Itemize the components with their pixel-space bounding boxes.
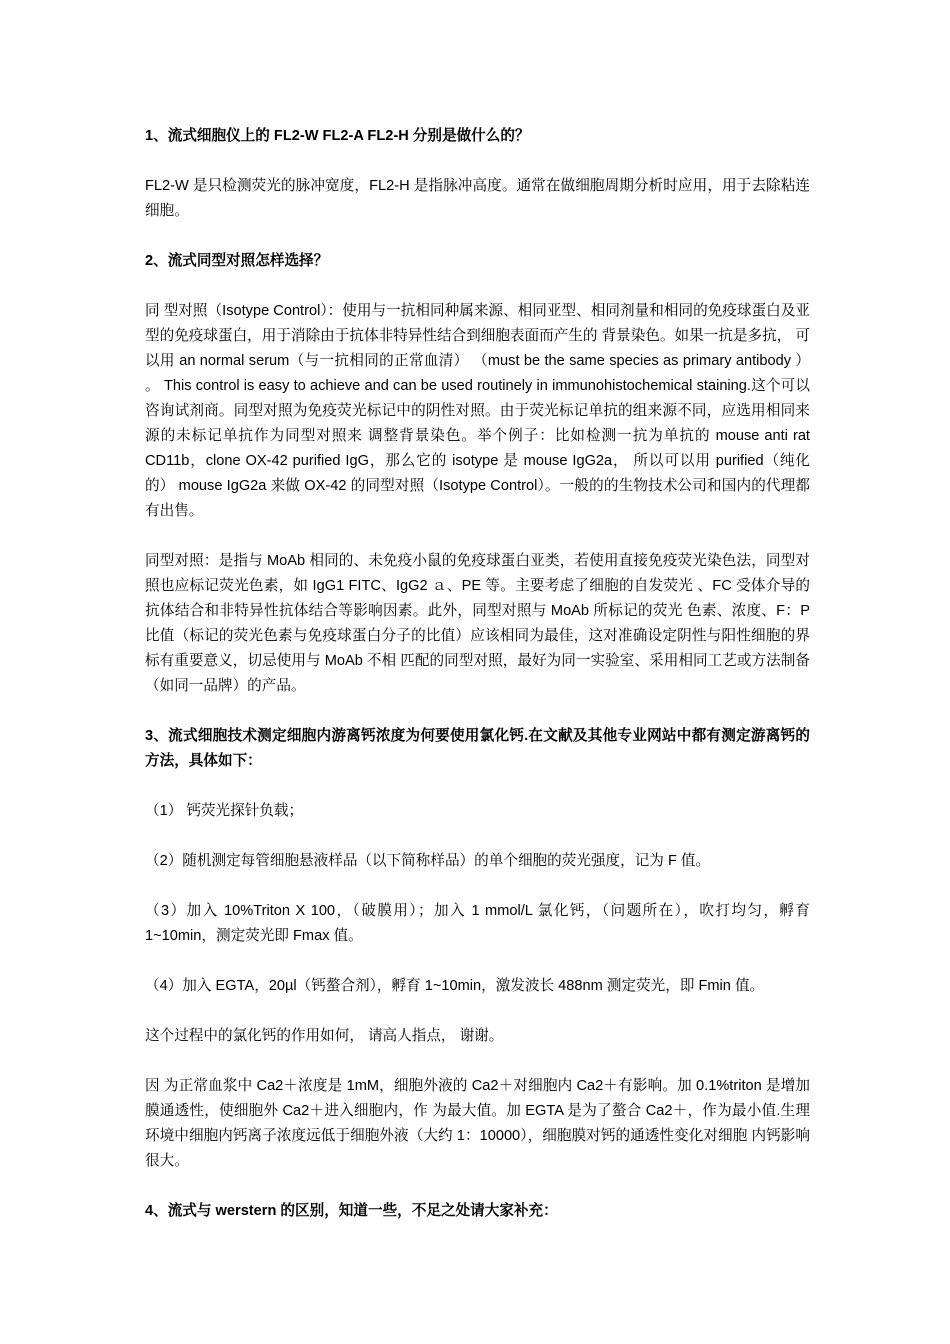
- question-4-heading: 4、流式与 werstern 的区别，知道一些，不足之处请大家补充：: [145, 1203, 558, 1219]
- document-body: [145, 124, 810, 1249]
- question-2-paragraph-1: 同 型对照（Isotype Control）：使用与一抗相同种属来源、相同亚型、相同剂量和相同的免疫球蛋白及亚型的免疫球蛋白，用于消除由于抗体非特异性结合到细胞表面而产生的 背景染色。如果一抗是多抗， 可以用 an normal serum（与一抗相同的正常血清） （must be the same species as primary antibody ） 。 This control is easy to achieve and can be used routinely in immunohistochemical staining.这个可以咨询试剂商。同型对照为免疫荧光标记中的阴性对照。由于荧光标记单抗的组来源不同，应选用相同来源的未标记单抗作为同型对照来 调整背景染色。举个例子：比如检测一抗为单抗的 mouse anti rat CD11b，clone OX-42 purified IgG，那么它的 isotype 是 mouse IgG2a， 所以可以用 purified（纯化的） mouse IgG2a 来做 OX-42 的同型对照（Isotype Control）。一般的的生物技术公司和国内的代理都有出售。: [145, 303, 810, 519]
- question-1-answer: FL2-W 是只检测荧光的脉冲宽度，FL2-H 是指脉冲高度。通常在做细胞周期分析时应用，用于去除粘连细胞。: [145, 178, 810, 219]
- question-3-step-1: （1） 钙荧光探针负载；: [145, 803, 304, 819]
- question-1-heading: 1、流式细胞仪上的 FL2-W FL2-A FL2-H 分别是做什么的？: [145, 128, 530, 144]
- question-2-heading: 2、流式同型对照怎样选择？: [145, 253, 329, 269]
- question-3-question: 这个过程中的氯化钙的作用如何， 请高人指点， 谢谢。: [145, 1028, 504, 1044]
- question-2-paragraph-2: 同型对照：是指与 MoAb 相同的、未免疫小鼠的免疫球蛋白亚类，若使用直接免疫荧光染色法，同型对照也应标记荧光色素，如 IgG1 FITC、IgG2 ａ、PE 等。主要考虑了细胞的自发荧光 、FC 受体介导的抗体结合和非特异性抗体结合等影响因素。此外，同型对照与 MoAb 所标记的荧光 色素、浓度、F：P 比值（标记的荧光色素与免疫球蛋白分子的比值）应该相同为最佳，这对准确设定阴性与阳性细胞的界标有重要意义，切忌使用与 MoAb 不相 匹配的同型对照，最好为同一实验室、采用相同工艺或方法制备（如同一品牌）的产品。: [145, 553, 810, 694]
- question-3-heading: 3、流式细胞技术测定细胞内游离钙浓度为何要使用氯化钙.在文献及其他专业网站中都有测定游离钙的方法，具体如下：: [145, 728, 810, 769]
- question-3-step-3: （3）加入 10%Triton X 100，（破膜用）；加入 1 mmol/L 氯化钙，（问题所在），吹打均匀，孵育 1~10min，测定荧光即 Fmax 值。: [145, 903, 810, 944]
- question-3-answer: 因 为正常血浆中 Ca2＋浓度是 1mM，细胞外液的 Ca2＋对细胞内 Ca2＋有影响。加 0.1%triton 是增加膜通透性，使细胞外 Ca2＋进入细胞内，作 为最大值。加 EGTA 是为了螯合 Ca2＋，作为最小值.生理环境中细胞内钙离子浓度远低于细胞外液（大约 1：10000），细胞膜对钙的通透性变化对细胞 内钙影响很大。: [145, 1078, 810, 1169]
- question-3-step-4: （4）加入 EGTA，20µl（钙螯合剂），孵育 1~10min，激发波长 488nm 测定荧光，即 Fmin 值。: [145, 978, 765, 994]
- question-3-step-2: （2）随机测定每管细胞悬液样品（以下简称样品）的单个细胞的荧光强度，记为 F 值。: [145, 853, 711, 869]
